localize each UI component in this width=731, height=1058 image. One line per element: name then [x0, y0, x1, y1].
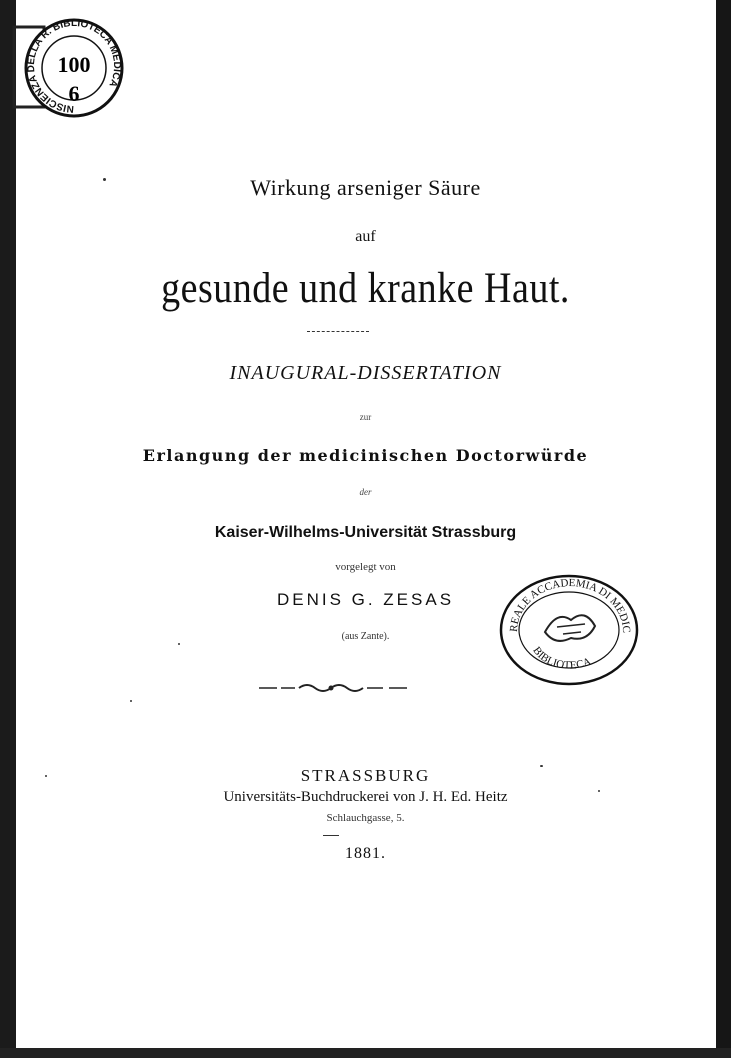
imprint-printer: Universitäts-Buchdruckerei von J. H. Ed. Heitz — [223, 789, 508, 805]
purpose-line: Erlangung der medicinischen Doctorwürde — [142, 446, 589, 465]
scan-speck — [130, 700, 132, 702]
ornament-divider — [255, 680, 410, 701]
stamp-academy-outer-text: REALE ACCADEMIA DI MEDIC — [507, 577, 633, 634]
stamp-academy-inner-text: BIBLIOTECA — [530, 644, 593, 672]
connector-zur: zur — [359, 412, 372, 422]
library-stamp-top — [12, 15, 132, 130]
author-name: DENIS G. ZESAS — [276, 590, 455, 609]
imprint-city: STRASSBURG — [300, 766, 431, 785]
dissertation-heading: INAUGURAL-DISSERTATION — [229, 362, 502, 384]
academy-stamp — [497, 572, 642, 692]
scan-speck — [178, 643, 180, 645]
connector-der: der — [359, 487, 372, 497]
stamp-number-bottom: 6 — [68, 81, 80, 106]
scan-speck — [45, 775, 47, 777]
university-line: Kaiser-Wilhelms-Universität Strassburg — [214, 524, 517, 541]
scan-speck — [540, 765, 543, 767]
main-title: gesunde und kranke Haut. — [161, 263, 570, 313]
year-rule — [323, 835, 339, 836]
scan-edge-bottom — [0, 1048, 731, 1058]
scan-speck — [598, 790, 600, 792]
title-line-2: auf — [355, 228, 376, 245]
stamp-number-top: 100 — [57, 52, 91, 77]
imprint-year: 1881. — [345, 845, 386, 862]
imprint-address: Schlauchgasse, 5. — [326, 812, 405, 824]
presented-by: vorgelegt von — [335, 561, 396, 573]
divider-rule — [307, 331, 369, 332]
title-line-1: Wirkung arseniger Säure — [250, 175, 481, 200]
stamp-top-circular-text: NISCIENZA DELLA R. BIBLIOTECA MEDICA — [25, 17, 123, 115]
scan-speck — [103, 178, 106, 181]
author-origin: (aus Zante). — [341, 631, 390, 642]
